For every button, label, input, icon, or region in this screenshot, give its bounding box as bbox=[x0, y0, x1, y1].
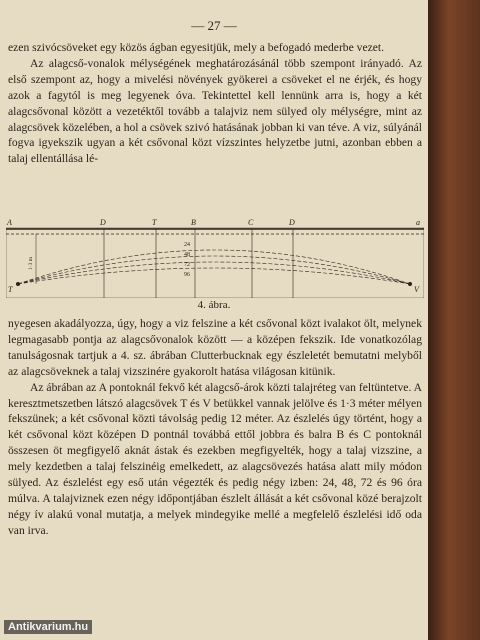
point-label: a bbox=[416, 218, 420, 227]
paragraph: Az ábrában az A pontoknál fekvő két alagcső-árok közti talajréteg van feltüntetve. A keresztmetszetben látszó alagcsövek T és V betükkel vannak jelölve és 1·3 méter mélyen fekszünek; a két csővonal közti távolság pedig 12 méter. Az észlelés úgy történt, hogy a két csővonal közt középen D pontnál továbbá ettől jobbra és balra B és C pontoknál összesen öt megfigyelő aknát ástak és ezekben megfigyelték, hogy a talaj vizszine, a mely kezdetben a talaj felszinéig emelkedett, az alagcsövezés hatása alatt mily módon sülyed. Az észlelést egy eső után végezték és pedig négy izben: 24, 48, 72 és 96 óra múlva. A talajviznek ezen négy időpontjában észlelt állását a két csővonal közé berajzolt négy ív alakú vonal mutatja, a melyek mindegyike mellé a megfelelő észlelési idő oda van irva. bbox=[8, 380, 422, 537]
curve-label: 48 bbox=[184, 252, 190, 258]
paragraph: nyegesen akadályozza, úgy, hogy a viz felszine a két csővonal közt ivalakot ölt, melynek legmagasabb pontja az alagcsővonalok között — a középen fekszik. Ide vonatkozólag tanulságosnak tartjuk a 4. sz. ábrában Clutterbucknak egy észleletét bemutatni melyből az alagcsöveknek a talaj vizszinére gyakorolt hatása világosan kitünik. bbox=[8, 317, 422, 378]
curve-24 bbox=[18, 250, 410, 284]
curve-96 bbox=[18, 268, 410, 284]
point-label: C bbox=[248, 218, 254, 227]
right-pipe-label: V bbox=[414, 285, 419, 294]
curve-48 bbox=[18, 256, 410, 284]
drain-pipe-v bbox=[408, 282, 412, 286]
page-number: — 27 — bbox=[191, 18, 237, 33]
text-block-bottom bbox=[8, 316, 422, 539]
curve-label: 24 bbox=[184, 242, 190, 248]
depth-label: 1·3 m bbox=[28, 257, 34, 270]
point-label: B bbox=[191, 218, 196, 227]
point-label: A bbox=[7, 218, 12, 227]
paragraph: ezen szivócsöveket egy közös ágban egyesitjük, mely a befogadó mederbe vezet. bbox=[8, 41, 385, 54]
point-label: D bbox=[100, 218, 106, 227]
drainage-figure bbox=[6, 216, 424, 298]
figure-frame bbox=[6, 228, 424, 298]
left-pipe-label: T bbox=[8, 285, 13, 294]
paragraph: Az alagcső-vonalok mélységének meghatározásánál több szempont irányadó. Az első szempont az, hogy a mivelési növények gyökerei a csöveket el ne érjék, és hogy azok a fagytól is meg legyenek óva. Tekintettel kell lennünk arra is, hogy a két alagcsővonal között a vezetéktől tovább a talajviz nem sülyed oly mélységre, mint az alagcsövek közelében, a hol a csövek szivó hatásának jobban ki van téve. A viz, súlyánál fogva igyekszik ugyan a két csővonal közt vízszintes helyzetbe jutni, azonban ebben a talaj ellentállása lé- bbox=[8, 56, 422, 166]
watermark: Antikvarium.hu bbox=[4, 620, 92, 634]
point-label: T bbox=[152, 218, 157, 227]
drain-pipe-t bbox=[16, 282, 20, 286]
text-block-top bbox=[8, 40, 422, 167]
figure-caption: 4. ábra. bbox=[197, 299, 231, 311]
point-label: D bbox=[289, 218, 295, 227]
curve-label: 72 bbox=[184, 262, 190, 268]
book-cover-edge bbox=[428, 0, 480, 640]
curve-label: 96 bbox=[184, 272, 190, 278]
curve-72 bbox=[18, 262, 410, 284]
